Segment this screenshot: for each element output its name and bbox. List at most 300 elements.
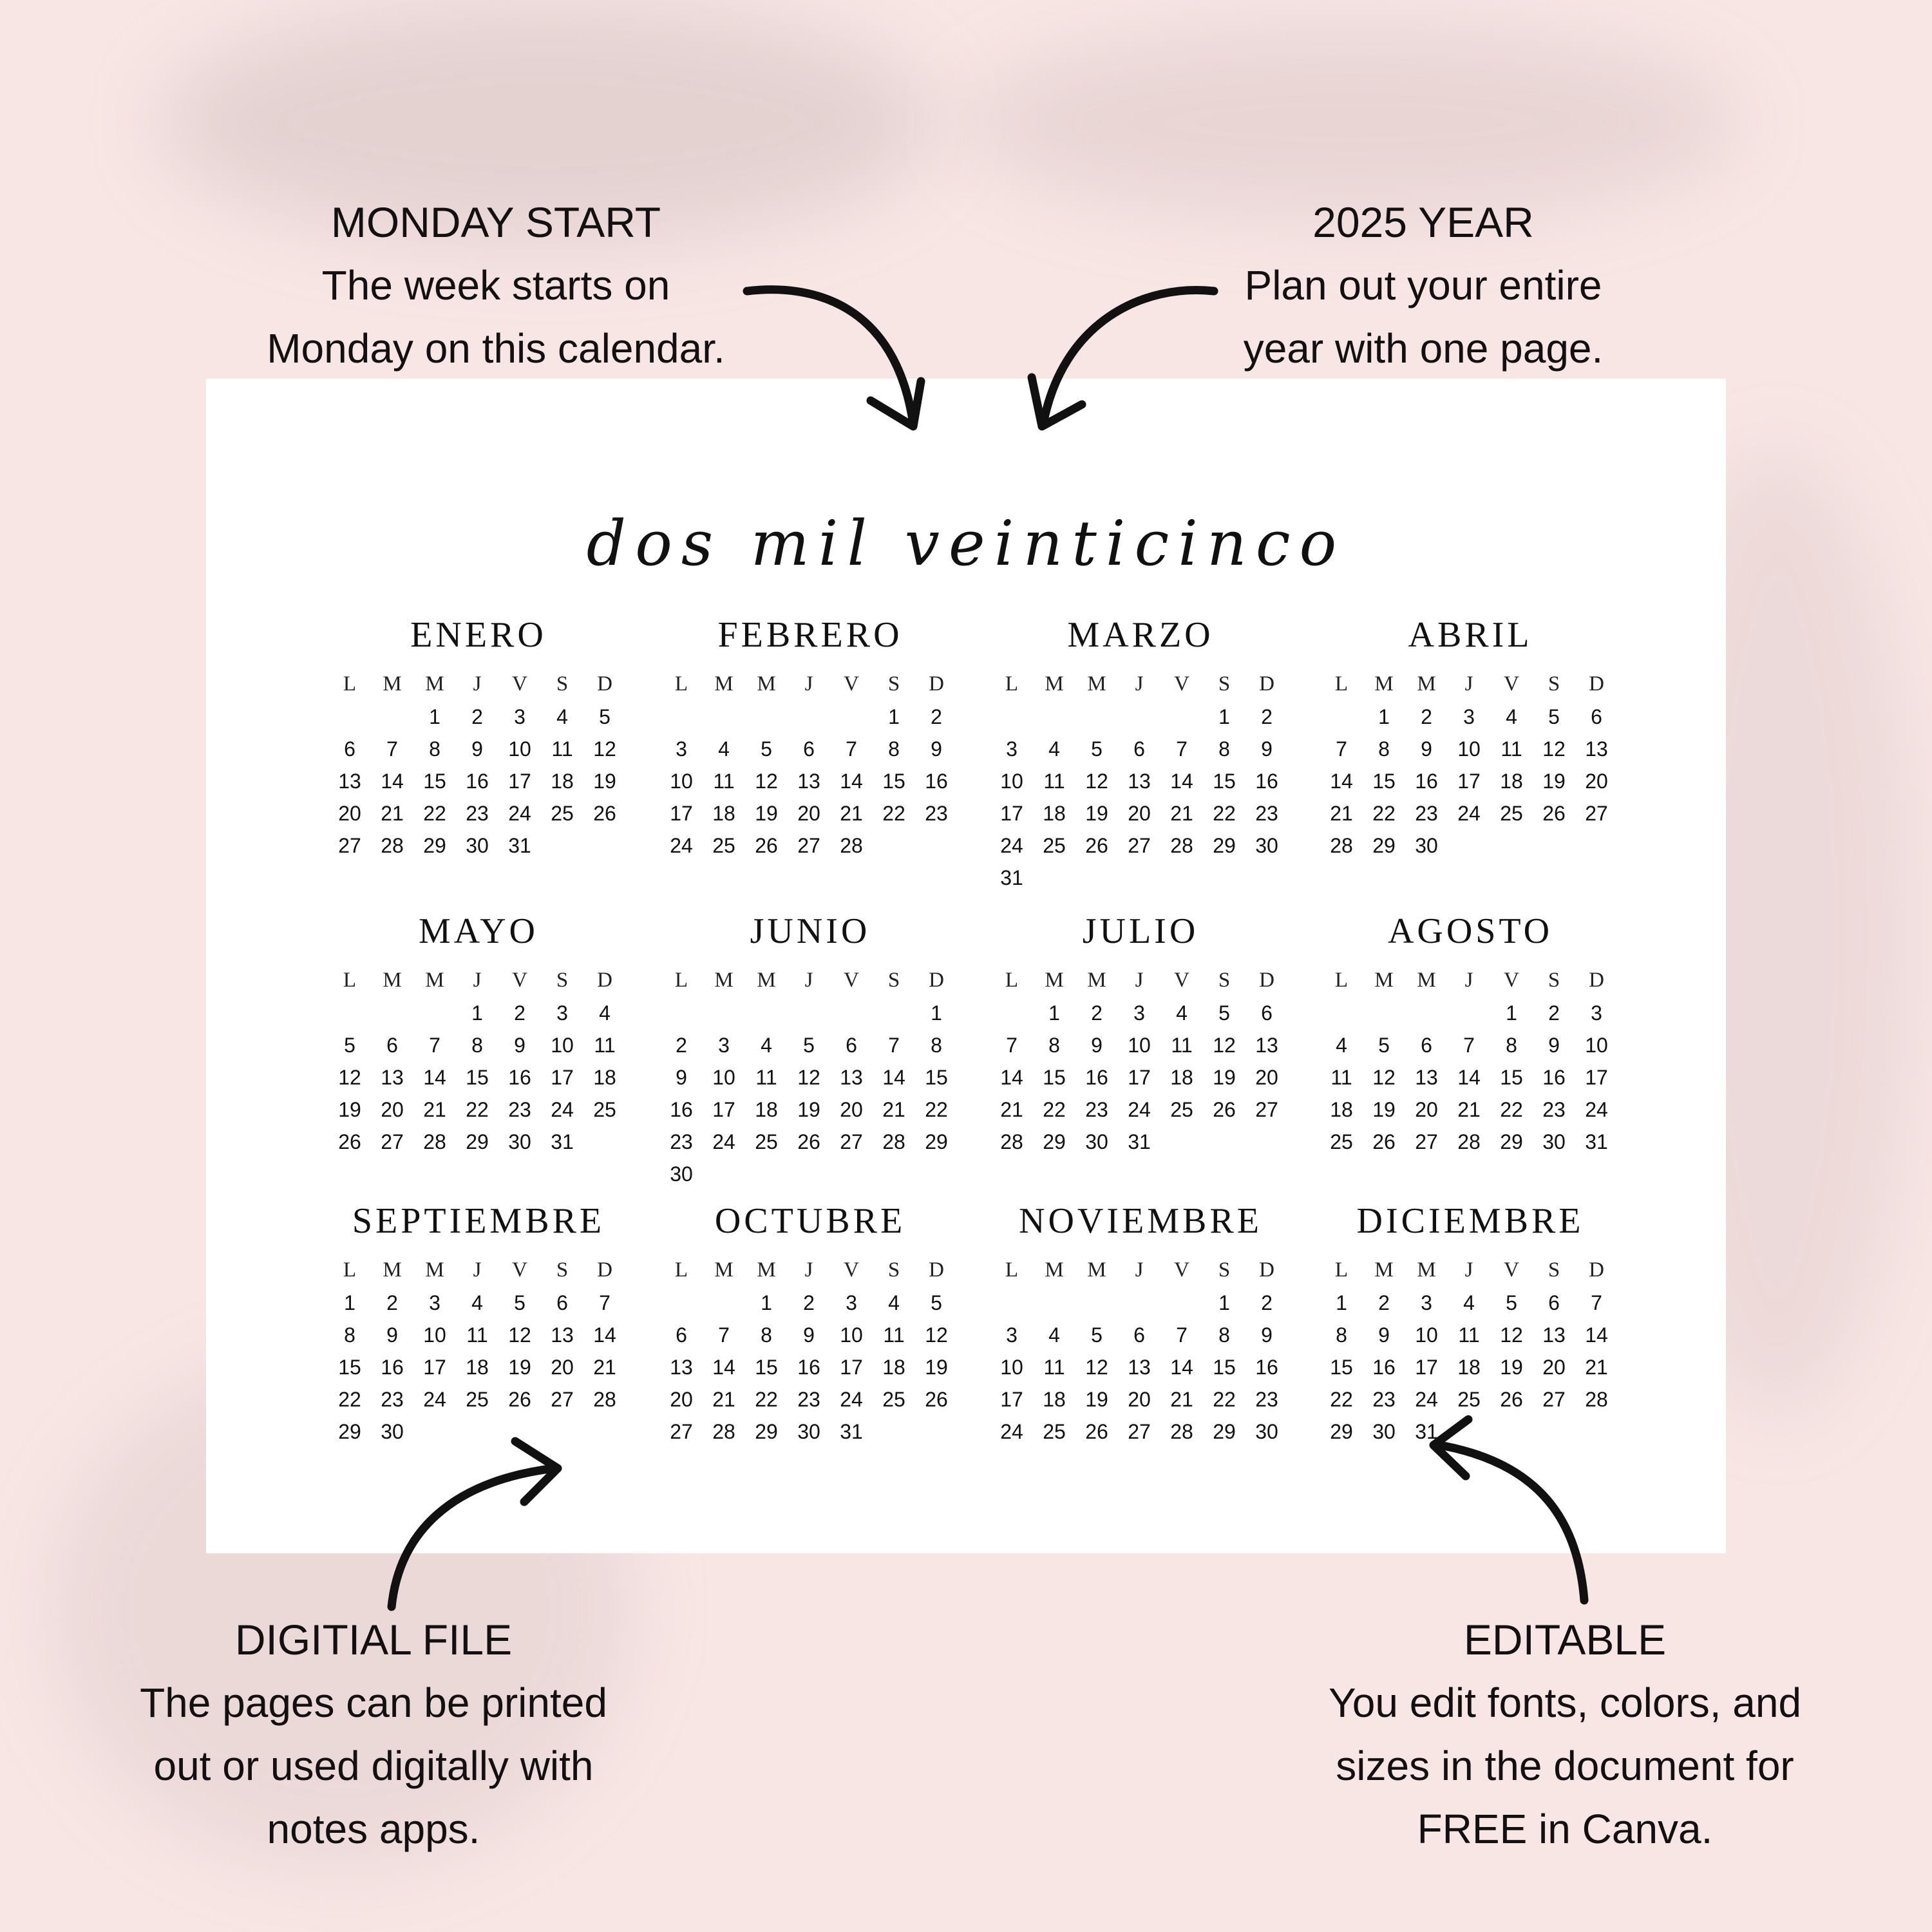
day-cell: 29 bbox=[1043, 1130, 1066, 1153]
day-cell: 6 bbox=[676, 1323, 687, 1347]
weekday-label: M bbox=[425, 969, 444, 992]
day-cell: 12 bbox=[1213, 1034, 1236, 1057]
day-cell: 11 bbox=[1331, 1066, 1352, 1089]
day-cell: 9 bbox=[676, 1066, 687, 1089]
day-cell: 25 bbox=[1457, 1388, 1481, 1411]
day-cell: 23 bbox=[1415, 802, 1438, 825]
callout-title: DIGITIAL FILE bbox=[234, 1616, 513, 1663]
day-cell: 29 bbox=[755, 1420, 778, 1443]
weekday-label: M bbox=[757, 969, 776, 992]
day-cell: 17 bbox=[1585, 1066, 1608, 1089]
day-cell: 29 bbox=[466, 1130, 489, 1153]
weekday-label: S bbox=[887, 969, 900, 992]
day-cell: 3 bbox=[846, 1291, 857, 1314]
day-cell: 16 bbox=[1415, 770, 1438, 793]
weekday-label: V bbox=[844, 672, 859, 696]
day-cell: 25 bbox=[1170, 1098, 1193, 1121]
day-cell: 4 bbox=[1048, 737, 1060, 761]
day-cell: 21 bbox=[1457, 1098, 1481, 1121]
month-name: ABRIL bbox=[1408, 615, 1533, 655]
day-cell: 17 bbox=[1000, 1388, 1023, 1411]
day-cell: 18 bbox=[755, 1098, 778, 1121]
day-cell: 19 bbox=[925, 1356, 948, 1379]
day-cell: 14 bbox=[423, 1066, 446, 1089]
day-cell: 2 bbox=[514, 1001, 526, 1025]
day-cell: 12 bbox=[1542, 737, 1566, 761]
day-cell: 19 bbox=[1372, 1098, 1396, 1121]
day-cell: 1 bbox=[1048, 1001, 1060, 1025]
day-cell: 28 bbox=[882, 1130, 905, 1153]
day-cell: 5 bbox=[1091, 737, 1103, 761]
weekday-label: D bbox=[597, 1258, 612, 1282]
day-cell: 24 bbox=[670, 834, 693, 857]
month-name: ENERO bbox=[410, 615, 547, 655]
weekday-label: S bbox=[1218, 969, 1231, 992]
day-cell: 9 bbox=[931, 737, 942, 761]
day-cell: 22 bbox=[1213, 802, 1236, 825]
day-cell: 16 bbox=[1372, 1356, 1396, 1379]
weekday-label: J bbox=[1464, 1258, 1473, 1282]
day-cell: 4 bbox=[471, 1291, 483, 1314]
day-cell: 8 bbox=[1218, 1323, 1230, 1347]
day-cell: 12 bbox=[1372, 1066, 1396, 1089]
weekday-label: L bbox=[1334, 672, 1349, 696]
day-cell: 1 bbox=[1378, 705, 1390, 728]
weekday-label: M bbox=[714, 969, 734, 992]
day-cell: 18 bbox=[466, 1356, 489, 1379]
weekday-label: J bbox=[804, 672, 813, 696]
day-cell: 27 bbox=[1585, 802, 1608, 825]
day-cell: 9 bbox=[1261, 737, 1273, 761]
day-cell: 29 bbox=[338, 1420, 361, 1443]
weekday-label: J bbox=[473, 969, 482, 992]
weekday-label: D bbox=[929, 969, 944, 992]
day-cell: 12 bbox=[593, 737, 616, 761]
day-cell: 20 bbox=[1585, 770, 1608, 793]
day-cell: 24 bbox=[1000, 1420, 1023, 1443]
day-cell: 29 bbox=[1500, 1130, 1523, 1153]
day-cell: 13 bbox=[797, 770, 820, 793]
day-cell: 27 bbox=[381, 1130, 404, 1153]
weekday-label: V bbox=[1504, 969, 1519, 992]
day-cell: 17 bbox=[1457, 770, 1481, 793]
day-cell: 23 bbox=[1542, 1098, 1566, 1121]
day-cell: 6 bbox=[1261, 1001, 1273, 1025]
weekday-label: L bbox=[1334, 969, 1349, 992]
callout-text: FREE in Canva. bbox=[1417, 1806, 1713, 1852]
day-cell: 28 bbox=[1330, 834, 1353, 857]
day-cell: 18 bbox=[1457, 1356, 1481, 1379]
day-cell: 22 bbox=[1043, 1098, 1066, 1121]
day-cell: 19 bbox=[755, 802, 778, 825]
day-cell: 18 bbox=[1170, 1066, 1193, 1089]
day-cell: 20 bbox=[670, 1388, 693, 1411]
day-cell: 27 bbox=[1128, 1420, 1151, 1443]
day-cell: 21 bbox=[712, 1388, 735, 1411]
callout-text: The week starts on bbox=[321, 262, 670, 308]
day-cell: 10 bbox=[1585, 1034, 1608, 1057]
day-cell: 30 bbox=[1085, 1130, 1108, 1153]
weekday-label: M bbox=[757, 1258, 776, 1282]
month-name: NOVIEMBRE bbox=[1019, 1201, 1262, 1241]
day-cell: 5 bbox=[803, 1034, 815, 1057]
weekday-label: M bbox=[757, 672, 776, 696]
day-cell: 9 bbox=[386, 1323, 398, 1347]
weekday-label: M bbox=[1087, 672, 1106, 696]
day-cell: 14 bbox=[1585, 1323, 1608, 1347]
day-cell: 14 bbox=[1330, 770, 1353, 793]
weekday-label: S bbox=[1548, 969, 1560, 992]
weekday-label: V bbox=[844, 1258, 859, 1282]
day-cell: 28 bbox=[381, 834, 404, 857]
calendar-title: dos mil veinticinco bbox=[586, 507, 1346, 580]
day-cell: 6 bbox=[1548, 1291, 1560, 1314]
day-cell: 28 bbox=[1170, 834, 1193, 857]
day-cell: 25 bbox=[1043, 834, 1066, 857]
day-cell: 24 bbox=[840, 1388, 863, 1411]
weekday-label: M bbox=[425, 672, 444, 696]
weekday-label: M bbox=[1045, 969, 1064, 992]
day-cell: 17 bbox=[670, 802, 693, 825]
day-cell: 5 bbox=[761, 737, 772, 761]
weekday-label: S bbox=[556, 969, 569, 992]
day-cell: 2 bbox=[1091, 1001, 1103, 1025]
day-cell: 3 bbox=[556, 1001, 568, 1025]
day-cell: 28 bbox=[1585, 1388, 1608, 1411]
day-cell: 31 bbox=[1128, 1130, 1151, 1153]
day-cell: 22 bbox=[1213, 1388, 1236, 1411]
day-cell: 6 bbox=[1421, 1034, 1432, 1057]
day-cell: 19 bbox=[593, 770, 616, 793]
day-cell: 26 bbox=[797, 1130, 820, 1153]
day-cell: 25 bbox=[712, 834, 735, 857]
day-cell: 7 bbox=[1176, 1323, 1188, 1347]
weekday-label: D bbox=[1259, 672, 1274, 696]
day-cell: 31 bbox=[840, 1420, 863, 1443]
day-cell: 3 bbox=[514, 705, 526, 728]
month-name: SEPTIEMBRE bbox=[352, 1201, 605, 1241]
day-cell: 30 bbox=[670, 1162, 693, 1186]
day-cell: 12 bbox=[1085, 770, 1108, 793]
weekday-label: S bbox=[1548, 672, 1560, 696]
day-cell: 8 bbox=[1378, 737, 1390, 761]
day-cell: 8 bbox=[931, 1034, 942, 1057]
day-cell: 15 bbox=[1330, 1356, 1353, 1379]
day-cell: 18 bbox=[882, 1356, 905, 1379]
weekday-label: V bbox=[512, 672, 527, 696]
day-cell: 26 bbox=[1542, 802, 1566, 825]
day-cell: 3 bbox=[1421, 1291, 1432, 1314]
day-cell: 10 bbox=[551, 1034, 574, 1057]
day-cell: 2 bbox=[803, 1291, 815, 1314]
day-cell: 23 bbox=[1372, 1388, 1396, 1411]
day-cell: 11 bbox=[1043, 1356, 1065, 1379]
day-cell: 15 bbox=[466, 1066, 489, 1089]
day-cell: 9 bbox=[1421, 737, 1432, 761]
day-cell: 26 bbox=[508, 1388, 531, 1411]
day-cell: 24 bbox=[1128, 1098, 1151, 1121]
day-cell: 17 bbox=[1415, 1356, 1438, 1379]
day-cell: 31 bbox=[508, 834, 531, 857]
day-cell: 14 bbox=[840, 770, 863, 793]
day-cell: 15 bbox=[338, 1356, 361, 1379]
weekday-label: V bbox=[1504, 1258, 1519, 1282]
day-cell: 23 bbox=[670, 1130, 693, 1153]
day-cell: 21 bbox=[840, 802, 863, 825]
day-cell: 13 bbox=[381, 1066, 404, 1089]
weekday-label: V bbox=[1174, 969, 1189, 992]
callout-title: MONDAY START bbox=[330, 198, 661, 246]
weekday-label: V bbox=[512, 969, 527, 992]
day-cell: 31 bbox=[1000, 866, 1023, 889]
day-cell: 18 bbox=[1043, 1388, 1066, 1411]
weekday-label: D bbox=[1589, 1258, 1604, 1282]
day-cell: 6 bbox=[1133, 1323, 1145, 1347]
day-cell: 1 bbox=[1218, 705, 1230, 728]
day-cell: 3 bbox=[429, 1291, 440, 1314]
weekday-label: M bbox=[383, 969, 402, 992]
day-cell: 5 bbox=[1218, 1001, 1230, 1025]
day-cell: 4 bbox=[1463, 1291, 1475, 1314]
day-cell: 14 bbox=[1457, 1066, 1481, 1089]
day-cell: 2 bbox=[931, 705, 942, 728]
day-cell: 22 bbox=[925, 1098, 948, 1121]
day-cell: 8 bbox=[888, 737, 900, 761]
day-cell: 8 bbox=[761, 1323, 772, 1347]
day-cell: 4 bbox=[599, 1001, 611, 1025]
day-cell: 3 bbox=[1591, 1001, 1602, 1025]
weekday-label: M bbox=[1087, 1258, 1106, 1282]
day-cell: 7 bbox=[1336, 737, 1347, 761]
day-cell: 26 bbox=[925, 1388, 948, 1411]
weekday-label: J bbox=[804, 969, 813, 992]
day-cell: 7 bbox=[386, 737, 398, 761]
day-cell: 21 bbox=[1330, 802, 1353, 825]
day-cell: 28 bbox=[1000, 1130, 1023, 1153]
day-cell: 2 bbox=[471, 705, 483, 728]
day-cell: 14 bbox=[381, 770, 404, 793]
day-cell: 2 bbox=[1261, 1291, 1273, 1314]
day-cell: 3 bbox=[718, 1034, 730, 1057]
weekday-label: M bbox=[383, 1258, 402, 1282]
day-cell: 2 bbox=[1261, 705, 1273, 728]
day-cell: 20 bbox=[1128, 1388, 1151, 1411]
day-cell: 22 bbox=[1500, 1098, 1523, 1121]
day-cell: 26 bbox=[1085, 1420, 1108, 1443]
month-name: JUNIO bbox=[750, 911, 871, 951]
day-cell: 21 bbox=[423, 1098, 446, 1121]
day-cell: 14 bbox=[593, 1323, 616, 1347]
day-cell: 24 bbox=[1415, 1388, 1438, 1411]
day-cell: 6 bbox=[1133, 737, 1145, 761]
weekday-label: J bbox=[1464, 672, 1473, 696]
day-cell: 29 bbox=[1330, 1420, 1353, 1443]
day-cell: 7 bbox=[718, 1323, 730, 1347]
day-cell: 16 bbox=[925, 770, 948, 793]
day-cell: 9 bbox=[471, 737, 483, 761]
day-cell: 14 bbox=[1000, 1066, 1023, 1089]
day-cell: 13 bbox=[1542, 1323, 1566, 1347]
weekday-label: J bbox=[1135, 672, 1144, 696]
day-cell: 29 bbox=[1372, 834, 1396, 857]
callout-text: You edit fonts, colors, and bbox=[1328, 1680, 1802, 1726]
day-cell: 6 bbox=[846, 1034, 857, 1057]
day-cell: 5 bbox=[1506, 1291, 1517, 1314]
day-cell: 31 bbox=[1415, 1420, 1438, 1443]
day-cell: 28 bbox=[1457, 1130, 1481, 1153]
weekday-label: L bbox=[1334, 1258, 1349, 1282]
day-cell: 20 bbox=[1542, 1356, 1566, 1379]
day-cell: 21 bbox=[882, 1098, 905, 1121]
day-cell: 20 bbox=[797, 802, 820, 825]
day-cell: 21 bbox=[1000, 1098, 1023, 1121]
day-cell: 11 bbox=[713, 770, 735, 793]
day-cell: 30 bbox=[1372, 1420, 1396, 1443]
day-cell: 16 bbox=[1542, 1066, 1566, 1089]
day-cell: 23 bbox=[508, 1098, 531, 1121]
day-cell: 16 bbox=[797, 1356, 820, 1379]
day-cell: 18 bbox=[1043, 802, 1066, 825]
day-cell: 25 bbox=[882, 1388, 905, 1411]
day-cell: 5 bbox=[599, 705, 611, 728]
weekday-label: D bbox=[1589, 672, 1604, 696]
weekday-label: D bbox=[1589, 969, 1604, 992]
day-cell: 30 bbox=[1542, 1130, 1566, 1153]
weekday-label: L bbox=[343, 969, 357, 992]
day-cell: 27 bbox=[338, 834, 361, 857]
day-cell: 29 bbox=[423, 834, 446, 857]
day-cell: 22 bbox=[755, 1388, 778, 1411]
day-cell: 6 bbox=[344, 737, 355, 761]
day-cell: 7 bbox=[888, 1034, 900, 1057]
day-cell: 27 bbox=[551, 1388, 574, 1411]
day-cell: 14 bbox=[882, 1066, 905, 1089]
day-cell: 23 bbox=[466, 802, 489, 825]
day-cell: 11 bbox=[551, 737, 573, 761]
weekday-label: L bbox=[1005, 672, 1019, 696]
day-cell: 31 bbox=[1585, 1130, 1608, 1153]
weekday-label: M bbox=[714, 1258, 734, 1282]
day-cell: 10 bbox=[1000, 1356, 1023, 1379]
day-cell: 19 bbox=[797, 1098, 820, 1121]
day-cell: 4 bbox=[1336, 1034, 1347, 1057]
weekday-label: D bbox=[597, 969, 612, 992]
day-cell: 15 bbox=[1043, 1066, 1066, 1089]
day-cell: 28 bbox=[593, 1388, 616, 1411]
month-name: MAYO bbox=[419, 911, 538, 951]
day-cell: 19 bbox=[1085, 1388, 1108, 1411]
day-cell: 14 bbox=[1170, 1356, 1193, 1379]
callout-text: sizes in the document for bbox=[1336, 1743, 1794, 1789]
day-cell: 17 bbox=[1128, 1066, 1151, 1089]
weekday-label: J bbox=[1135, 969, 1144, 992]
day-cell: 16 bbox=[381, 1356, 404, 1379]
weekday-label: L bbox=[343, 672, 357, 696]
weekday-label: J bbox=[1464, 969, 1473, 992]
day-cell: 16 bbox=[508, 1066, 531, 1089]
day-cell: 4 bbox=[556, 705, 568, 728]
weekday-label: M bbox=[1045, 672, 1064, 696]
day-cell: 8 bbox=[1336, 1323, 1347, 1347]
callout-text: Monday on this calendar. bbox=[267, 325, 725, 372]
day-cell: 21 bbox=[1170, 1388, 1193, 1411]
day-cell: 30 bbox=[381, 1420, 404, 1443]
day-cell: 27 bbox=[1415, 1130, 1438, 1153]
day-cell: 20 bbox=[338, 802, 361, 825]
day-cell: 11 bbox=[755, 1066, 777, 1089]
day-cell: 25 bbox=[593, 1098, 616, 1121]
day-cell: 15 bbox=[1213, 770, 1236, 793]
weekday-label: L bbox=[674, 672, 688, 696]
day-cell: 25 bbox=[1330, 1130, 1353, 1153]
weekday-label: D bbox=[929, 672, 944, 696]
day-cell: 19 bbox=[1213, 1066, 1236, 1089]
day-cell: 22 bbox=[466, 1098, 489, 1121]
day-cell: 5 bbox=[931, 1291, 942, 1314]
day-cell: 9 bbox=[1091, 1034, 1103, 1057]
day-cell: 22 bbox=[1330, 1388, 1353, 1411]
day-cell: 2 bbox=[386, 1291, 398, 1314]
day-cell: 11 bbox=[466, 1323, 488, 1347]
day-cell: 5 bbox=[344, 1034, 355, 1057]
day-cell: 21 bbox=[593, 1356, 616, 1379]
day-cell: 4 bbox=[888, 1291, 900, 1314]
day-cell: 2 bbox=[676, 1034, 687, 1057]
day-cell: 7 bbox=[846, 737, 857, 761]
day-cell: 18 bbox=[1500, 770, 1523, 793]
day-cell: 25 bbox=[551, 802, 574, 825]
day-cell: 26 bbox=[755, 834, 778, 857]
day-cell: 12 bbox=[755, 770, 778, 793]
day-cell: 20 bbox=[1415, 1098, 1438, 1121]
callout-text: notes apps. bbox=[267, 1806, 480, 1852]
day-cell: 6 bbox=[1591, 705, 1602, 728]
day-cell: 7 bbox=[1176, 737, 1188, 761]
month-name: FEBRERO bbox=[717, 615, 903, 655]
day-cell: 10 bbox=[423, 1323, 446, 1347]
weekday-label: D bbox=[929, 1258, 944, 1282]
day-cell: 20 bbox=[551, 1356, 574, 1379]
day-cell: 16 bbox=[670, 1098, 693, 1121]
day-cell: 5 bbox=[1548, 705, 1560, 728]
day-cell: 30 bbox=[466, 834, 489, 857]
day-cell: 7 bbox=[599, 1291, 611, 1314]
weekday-label: V bbox=[1174, 672, 1189, 696]
weekday-label: M bbox=[383, 672, 402, 696]
day-cell: 10 bbox=[1000, 770, 1023, 793]
day-cell: 8 bbox=[429, 737, 440, 761]
day-cell: 24 bbox=[551, 1098, 574, 1121]
weekday-label: S bbox=[1548, 1258, 1560, 1282]
weekday-label: L bbox=[674, 1258, 688, 1282]
callout-text: out or used digitally with bbox=[153, 1743, 594, 1789]
day-cell: 24 bbox=[1457, 802, 1481, 825]
day-cell: 10 bbox=[712, 1066, 735, 1089]
day-cell: 11 bbox=[1501, 737, 1522, 761]
day-cell: 17 bbox=[712, 1098, 735, 1121]
day-cell: 13 bbox=[1128, 770, 1151, 793]
day-cell: 30 bbox=[797, 1420, 820, 1443]
day-cell: 10 bbox=[670, 770, 693, 793]
day-cell: 9 bbox=[1548, 1034, 1560, 1057]
day-cell: 30 bbox=[1255, 834, 1278, 857]
day-cell: 15 bbox=[1372, 770, 1396, 793]
day-cell: 23 bbox=[1085, 1098, 1108, 1121]
day-cell: 18 bbox=[551, 770, 574, 793]
day-cell: 24 bbox=[1585, 1098, 1608, 1121]
day-cell: 14 bbox=[712, 1356, 735, 1379]
day-cell: 20 bbox=[840, 1098, 863, 1121]
